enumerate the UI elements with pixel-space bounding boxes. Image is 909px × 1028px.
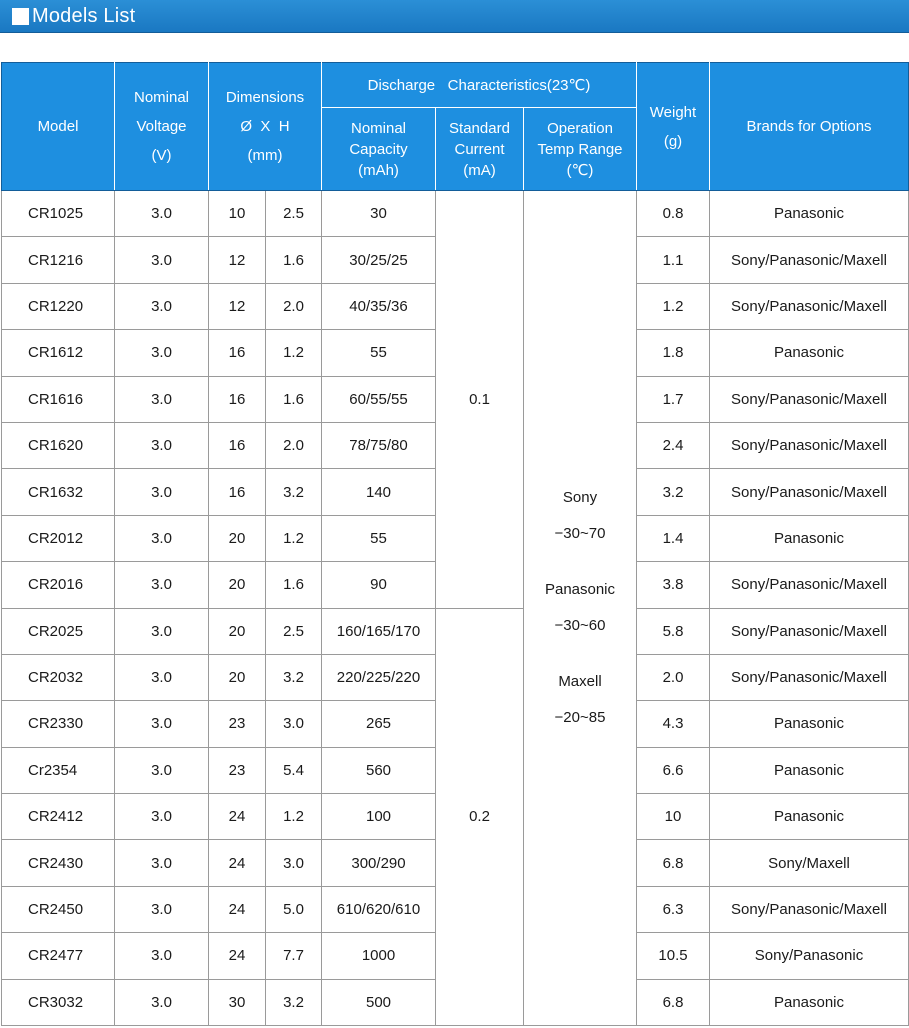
cell-height: 3.2 — [266, 469, 322, 515]
cell-weight: 3.2 — [637, 469, 710, 515]
cell-brands: Panasonic — [710, 515, 909, 561]
cell-diameter: 24 — [209, 886, 266, 932]
cell-diameter: 23 — [209, 747, 266, 793]
cell-capacity: 60/55/55 — [322, 376, 436, 422]
cell-height: 3.0 — [266, 840, 322, 886]
cell-model: CR1612 — [2, 330, 115, 376]
cell-voltage: 3.0 — [115, 608, 209, 654]
cell-weight: 6.8 — [637, 979, 710, 1025]
cell-voltage: 3.0 — [115, 933, 209, 979]
cell-height: 3.2 — [266, 654, 322, 700]
cell-height: 2.0 — [266, 422, 322, 468]
cell-model: CR2477 — [2, 933, 115, 979]
temp-range-value: −20~85 — [554, 709, 606, 727]
header-brands: Brands for Options — [710, 63, 909, 191]
cell-standard-current: 0.1 — [436, 191, 524, 609]
cell-diameter: 20 — [209, 515, 266, 561]
cell-diameter: 30 — [209, 979, 266, 1025]
cell-capacity: 55 — [322, 330, 436, 376]
cell-brands: Panasonic — [710, 330, 909, 376]
cell-weight: 6.6 — [637, 747, 710, 793]
temp-range-value: −30~70 — [554, 525, 606, 543]
cell-model: CR2025 — [2, 608, 115, 654]
cell-height: 2.5 — [266, 608, 322, 654]
cell-diameter: 16 — [209, 330, 266, 376]
cell-brands: Sony/Panasonic/Maxell — [710, 562, 909, 608]
cell-model: Cr2354 — [2, 747, 115, 793]
square-bullet-icon — [12, 8, 29, 25]
cell-model: CR2430 — [2, 840, 115, 886]
cell-diameter: 16 — [209, 422, 266, 468]
cell-diameter: 24 — [209, 840, 266, 886]
cell-height: 1.6 — [266, 562, 322, 608]
cell-temp-range — [524, 191, 637, 1026]
cell-model: CR1220 — [2, 283, 115, 329]
cell-model: CR2032 — [2, 654, 115, 700]
cell-diameter: 16 — [209, 376, 266, 422]
cell-brands: Sony/Panasonic/Maxell — [710, 469, 909, 515]
cell-model: CR2330 — [2, 701, 115, 747]
temp-range-value: −30~60 — [554, 617, 606, 635]
header-weight: Weight (g) — [637, 63, 710, 191]
cell-voltage: 3.0 — [115, 654, 209, 700]
header-capacity: Nominal Capacity (mAh) — [322, 108, 436, 191]
cell-capacity: 30/25/25 — [322, 237, 436, 283]
cell-capacity: 300/290 — [322, 840, 436, 886]
cell-weight: 10.5 — [637, 933, 710, 979]
cell-capacity: 160/165/170 — [322, 608, 436, 654]
cell-model: CR1025 — [2, 191, 115, 237]
cell-voltage: 3.0 — [115, 747, 209, 793]
cell-voltage: 3.0 — [115, 422, 209, 468]
cell-brands: Panasonic — [710, 701, 909, 747]
cell-diameter: 20 — [209, 562, 266, 608]
cell-capacity: 560 — [322, 747, 436, 793]
cell-capacity: 90 — [322, 562, 436, 608]
cell-weight: 3.8 — [637, 562, 710, 608]
header-model: Model — [2, 63, 115, 191]
cell-weight: 6.8 — [637, 840, 710, 886]
cell-height: 1.6 — [266, 237, 322, 283]
cell-voltage: 3.0 — [115, 794, 209, 840]
cell-brands: Sony/Panasonic/Maxell — [710, 283, 909, 329]
table-body — [2, 191, 909, 1026]
cell-voltage: 3.0 — [115, 469, 209, 515]
header-discharge: Discharge Characteristics(23℃) — [322, 63, 637, 108]
cell-diameter: 24 — [209, 933, 266, 979]
cell-model: CR1620 — [2, 422, 115, 468]
cell-weight: 4.3 — [637, 701, 710, 747]
cell-height: 7.7 — [266, 933, 322, 979]
cell-voltage: 3.0 — [115, 515, 209, 561]
cell-brands: Panasonic — [710, 747, 909, 793]
section-title: Models List — [32, 5, 136, 27]
cell-voltage: 3.0 — [115, 283, 209, 329]
cell-voltage: 3.0 — [115, 562, 209, 608]
cell-voltage: 3.0 — [115, 376, 209, 422]
cell-height: 5.4 — [266, 747, 322, 793]
cell-capacity: 78/75/80 — [322, 422, 436, 468]
cell-voltage: 3.0 — [115, 330, 209, 376]
cell-brands: Sony/Maxell — [710, 840, 909, 886]
cell-model: CR1216 — [2, 237, 115, 283]
cell-capacity: 40/35/36 — [322, 283, 436, 329]
cell-model: CR2412 — [2, 794, 115, 840]
cell-capacity: 610/620/610 — [322, 886, 436, 932]
cell-brands: Sony/Panasonic/Maxell — [710, 376, 909, 422]
cell-diameter: 16 — [209, 469, 266, 515]
cell-model: CR1616 — [2, 376, 115, 422]
cell-weight: 1.2 — [637, 283, 710, 329]
cell-model: CR3032 — [2, 979, 115, 1025]
cell-height: 3.0 — [266, 701, 322, 747]
cell-brands: Sony/Panasonic/Maxell — [710, 654, 909, 700]
cell-standard-current: 0.2 — [436, 608, 524, 1026]
cell-model: CR1632 — [2, 469, 115, 515]
cell-capacity: 1000 — [322, 933, 436, 979]
cell-height: 1.2 — [266, 515, 322, 561]
cell-capacity: 265 — [322, 701, 436, 747]
cell-diameter: 24 — [209, 794, 266, 840]
cell-model: CR2016 — [2, 562, 115, 608]
cell-diameter: 20 — [209, 654, 266, 700]
cell-capacity: 140 — [322, 469, 436, 515]
models-table — [1, 62, 909, 1026]
cell-brands: Panasonic — [710, 191, 909, 237]
cell-diameter: 10 — [209, 191, 266, 237]
cell-capacity: 55 — [322, 515, 436, 561]
cell-height: 1.6 — [266, 376, 322, 422]
cell-weight: 10 — [637, 794, 710, 840]
cell-capacity: 220/225/220 — [322, 654, 436, 700]
cell-weight: 1.4 — [637, 515, 710, 561]
cell-brands: Panasonic — [710, 979, 909, 1025]
table-row — [2, 608, 909, 654]
temp-brand: Sony — [562, 489, 598, 507]
cell-brands: Panasonic — [710, 794, 909, 840]
cell-height: 2.0 — [266, 283, 322, 329]
cell-weight: 1.8 — [637, 330, 710, 376]
cell-diameter: 12 — [209, 237, 266, 283]
cell-diameter: 23 — [209, 701, 266, 747]
cell-weight: 0.8 — [637, 191, 710, 237]
cell-model: CR2450 — [2, 886, 115, 932]
cell-weight: 6.3 — [637, 886, 710, 932]
cell-height: 1.2 — [266, 794, 322, 840]
cell-brands: Sony/Panasonic/Maxell — [710, 422, 909, 468]
temp-brand: Maxell — [558, 673, 602, 691]
cell-voltage: 3.0 — [115, 701, 209, 747]
cell-capacity: 500 — [322, 979, 436, 1025]
cell-diameter: 20 — [209, 608, 266, 654]
cell-diameter: 12 — [209, 283, 266, 329]
cell-brands: Sony/Panasonic/Maxell — [710, 237, 909, 283]
temp-brand: Panasonic — [544, 581, 616, 599]
cell-model: CR2012 — [2, 515, 115, 561]
cell-brands: Sony/Panasonic/Maxell — [710, 608, 909, 654]
cell-weight: 2.0 — [637, 654, 710, 700]
header-temp: Operation Temp Range (℃) — [524, 108, 637, 191]
cell-height: 5.0 — [266, 886, 322, 932]
cell-capacity: 100 — [322, 794, 436, 840]
cell-weight: 2.4 — [637, 422, 710, 468]
cell-height: 2.5 — [266, 191, 322, 237]
cell-voltage: 3.0 — [115, 191, 209, 237]
cell-brands: Sony/Panasonic — [710, 933, 909, 979]
cell-height: 3.2 — [266, 979, 322, 1025]
cell-weight: 1.1 — [637, 237, 710, 283]
table-row — [2, 191, 909, 237]
cell-voltage: 3.0 — [115, 840, 209, 886]
cell-voltage: 3.0 — [115, 237, 209, 283]
cell-voltage: 3.0 — [115, 979, 209, 1025]
header-voltage: Nominal Voltage (V) — [115, 63, 209, 191]
cell-height: 1.2 — [266, 330, 322, 376]
cell-capacity: 30 — [322, 191, 436, 237]
cell-weight: 5.8 — [637, 608, 710, 654]
header-dimensions: Dimensions Ø X H (mm) — [209, 63, 322, 191]
header-current: Standard Current (mA) — [436, 108, 524, 191]
section-banner — [0, 0, 909, 33]
cell-brands: Sony/Panasonic/Maxell — [710, 886, 909, 932]
cell-voltage: 3.0 — [115, 886, 209, 932]
cell-weight: 1.7 — [637, 376, 710, 422]
